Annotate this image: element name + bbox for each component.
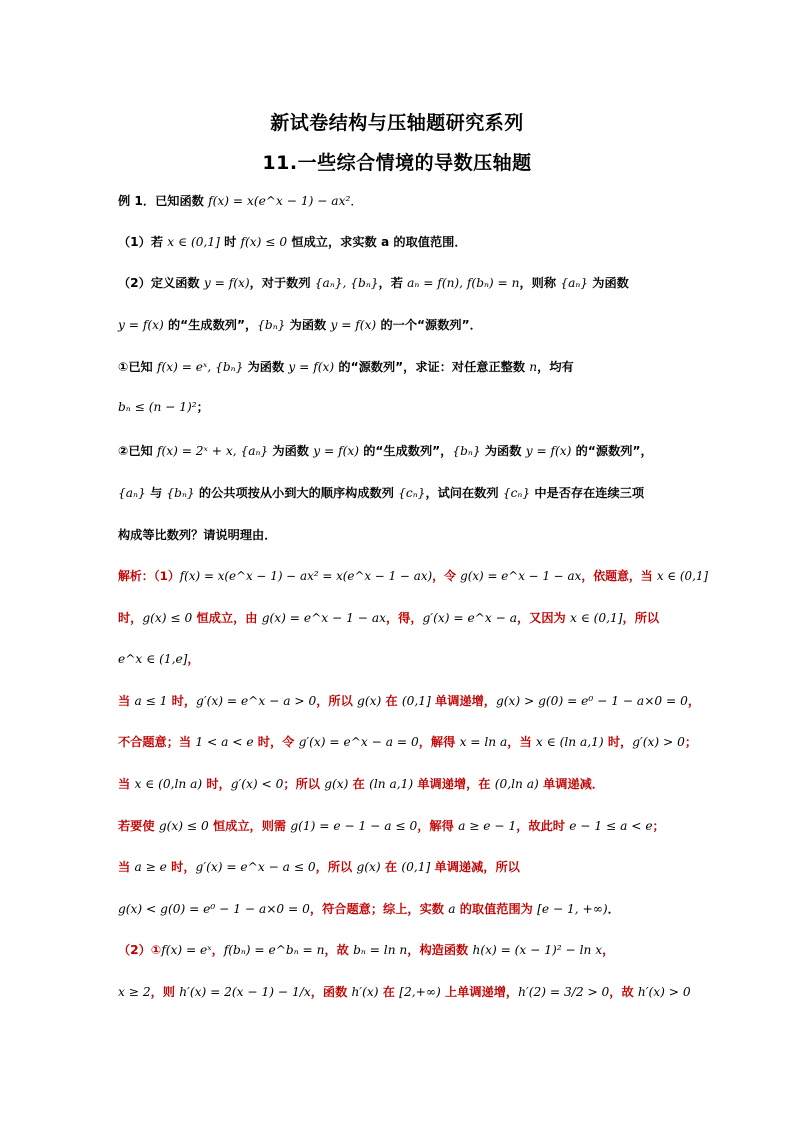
math: (ln a,1) — [369, 777, 414, 791]
series-title: 新试卷结构与压轴题研究系列 — [270, 112, 524, 134]
math: h′(x) > 0 — [637, 985, 691, 999]
problem-inequality — [118, 398, 698, 416]
text: ，对于数列 — [249, 276, 315, 290]
text: 为函数 — [285, 318, 331, 332]
text: 恒成立，由 — [192, 611, 262, 625]
math: x ∈ (0,1] — [167, 235, 220, 249]
math: {aₙ} — [560, 276, 589, 290]
math: {bₙ} — [166, 486, 195, 500]
text: ，所以 — [622, 611, 660, 625]
problem-subpart-2 — [118, 442, 698, 460]
solution-line-3 — [118, 650, 698, 668]
text: 不合题意；当 — [118, 735, 196, 749]
text: 为函数 — [243, 360, 289, 374]
text: ，故 — [324, 943, 354, 957]
text: ； — [196, 400, 209, 414]
text: 为函数 — [588, 276, 629, 290]
math: g′(x) = e^x − a ≤ 0 — [195, 860, 316, 874]
math: y = f(x) — [525, 444, 572, 458]
math: [e − 1, +∞) — [537, 902, 608, 916]
math: y = f(x) — [313, 444, 359, 458]
math: g′(x) < 0 — [230, 777, 284, 791]
text: ，得， — [385, 611, 423, 625]
text: 在 — [378, 985, 400, 999]
math: f(x) ≤ 0 — [240, 235, 288, 249]
solution-line-9 — [118, 900, 698, 918]
solution-line-2 — [118, 609, 698, 627]
math: n — [529, 360, 538, 374]
solution-line-11 — [118, 983, 698, 1001]
math: g(x) > g(0) = e⁰ − 1 − a×0 = 0 — [495, 694, 688, 708]
text: ，故 — [609, 985, 638, 999]
text: 时， — [167, 694, 197, 708]
text: ，依题意，当 — [581, 569, 657, 583]
math: g(x) — [357, 694, 382, 708]
math: h′(2) = 3/2 > 0 — [518, 985, 610, 999]
text: ； — [684, 735, 698, 749]
math: f(bₙ) = e^bₙ = n — [223, 943, 325, 957]
example-label: 例 1．已知函数 — [118, 194, 209, 208]
text: ，若 — [378, 276, 408, 290]
math: f(x) = eˣ, {bₙ} — [156, 360, 244, 374]
text: ； — [652, 819, 665, 833]
math: g′(x) = e^x − a > 0 — [196, 694, 317, 708]
solution-line-5 — [118, 733, 698, 751]
text: （2）定义函数 — [118, 276, 204, 290]
math: {cₙ} — [502, 486, 531, 500]
text: 单调递增，在 — [413, 777, 495, 791]
text: ，所以 — [315, 860, 357, 874]
text: 当 — [118, 777, 135, 791]
math: x ∈ (0,1] — [569, 611, 623, 625]
text: 为函数 — [268, 444, 314, 458]
text: 单调递增， — [430, 694, 496, 708]
math: h(x) = (x − 1)² − ln x — [472, 943, 603, 957]
text: 恒成立，求实数 a 的取值范围． — [287, 235, 467, 249]
text: ，所以 — [316, 694, 358, 708]
math: g(x) = e^x − 1 − ax — [460, 569, 582, 583]
text: ，又因为 — [516, 611, 570, 625]
text: 构成等比数列？请说明理由． — [118, 528, 277, 542]
text: 为函数 — [480, 444, 526, 458]
text: 时 — [219, 235, 241, 249]
text: ， — [187, 652, 200, 666]
text: 上单调递增， — [440, 985, 519, 999]
problem-subpart-2-cont — [118, 484, 698, 502]
math: y = f(x) — [118, 318, 164, 332]
topic-title: 11.一些综合情境的导数压轴题 — [262, 152, 532, 174]
text: 中是否存在连续三项 — [530, 486, 645, 500]
math: h′(x) = 2(x − 1) − 1/x — [179, 985, 311, 999]
text: ，则称 — [519, 276, 561, 290]
math: {bₙ} — [257, 318, 286, 332]
problem-definition — [118, 316, 698, 334]
problem-question — [118, 526, 698, 544]
math: (0,ln a) — [494, 777, 539, 791]
text: ②已知 — [118, 444, 157, 458]
text: 的“源数列”，求证：对任意正整数 — [334, 360, 530, 374]
solution-line-1 — [118, 567, 709, 585]
text: ． — [350, 194, 363, 208]
math: x ≥ 2 — [118, 985, 151, 999]
problem-statement — [118, 192, 698, 210]
math: g(1) = e − 1 − a ≤ 0 — [290, 819, 418, 833]
text: ． — [607, 902, 620, 916]
solution-label: 解析：（1） — [118, 569, 180, 583]
math: {cₙ} — [398, 486, 426, 500]
math: a ≤ 1 — [134, 694, 168, 708]
math: g(x) ≤ 0 — [142, 611, 193, 625]
math: bₙ = ln n — [353, 943, 408, 957]
solution-line-6 — [118, 775, 698, 793]
math: {bₙ} — [452, 444, 481, 458]
text: 当 — [118, 860, 135, 874]
text: 与 — [145, 486, 167, 500]
math: {aₙ} — [118, 486, 146, 500]
text: ，试问在数列 — [425, 486, 503, 500]
text: ，解得 — [417, 819, 459, 833]
text: 若要使 — [118, 819, 159, 833]
text: 的“生成数列”， — [358, 444, 453, 458]
math: x ∈ (ln a,1) — [535, 735, 604, 749]
problem-part-1 — [118, 233, 698, 251]
text: 时， — [118, 611, 143, 625]
math: a ≥ e − 1 — [458, 819, 517, 833]
solution-line-4 — [118, 692, 701, 710]
math: g(x) ≤ 0 — [158, 819, 209, 833]
math: f(x) = eˣ — [161, 943, 212, 957]
text: ，符合题意；综上，实数 — [309, 902, 449, 916]
text: 的公共项按从小到大的顺序构成数列 — [194, 486, 399, 500]
text: ， — [602, 943, 615, 957]
math: g′(x) > 0 — [632, 735, 685, 749]
math: g′(x) = e^x − a — [422, 611, 517, 625]
math: y = f(x) — [330, 318, 377, 332]
text: （2）① — [118, 943, 162, 957]
math: {aₙ}, {bₙ} — [314, 276, 379, 290]
text: 的“源数列”， — [571, 444, 653, 458]
text: 的一个“源数列”． — [376, 318, 482, 332]
math: g′(x) = e^x − a = 0 — [298, 735, 419, 749]
math: bₙ ≤ (n − 1)² — [118, 400, 197, 414]
problem-subpart-1 — [118, 358, 698, 376]
text: ，令 — [432, 569, 461, 583]
text: ，函数 — [310, 985, 352, 999]
text: 时， — [166, 860, 196, 874]
math: y = f(x) — [288, 360, 335, 374]
math: f(x) = 2ˣ + x, {aₙ} — [156, 444, 269, 458]
math: g(x) — [324, 777, 349, 791]
text: 恒成立，则需 — [208, 819, 291, 833]
math: x ∈ (0,1] — [656, 569, 709, 583]
math: f(x) = x(e^x − 1) − ax² = x(e^x − 1 − ax) — [179, 569, 433, 583]
math: g(x) = e^x − 1 − ax — [261, 611, 386, 625]
solution-line-8 — [118, 858, 698, 876]
math: x ∈ (0,ln a) — [134, 777, 203, 791]
text: ①已知 — [118, 360, 157, 374]
text: ，解得 — [418, 735, 460, 749]
text: （1）若 — [118, 235, 168, 249]
text: 单调递减． — [538, 777, 604, 791]
problem-part-2 — [118, 274, 698, 292]
text: 时， — [603, 735, 633, 749]
text: ，则 — [150, 985, 180, 999]
text: ，均有 — [537, 360, 574, 374]
text: ，故此时 — [516, 819, 570, 833]
text: 当 — [118, 694, 135, 708]
text: 的取值范围为 — [455, 902, 538, 916]
text: ， — [211, 943, 224, 957]
text: 在 — [380, 860, 402, 874]
solution-line-10 — [118, 941, 698, 959]
math: e^x ∈ (1,e] — [118, 652, 188, 666]
math: [2,+∞) — [399, 985, 441, 999]
text: 时，令 — [253, 735, 299, 749]
text: 时， — [202, 777, 231, 791]
math-function-def: f(x) = x(e^x − 1) − ax² — [208, 194, 351, 208]
math: 1 < a < e — [195, 735, 254, 749]
math: h′(x) — [351, 985, 379, 999]
math: g(x) — [356, 860, 381, 874]
text: ，当 — [507, 735, 536, 749]
text: ， — [687, 694, 701, 708]
math: a — [448, 902, 456, 916]
text: 单调递减，所以 — [430, 860, 520, 874]
text: 的“生成数列”， — [163, 318, 258, 332]
math: g(x) < g(0) = e⁰ − 1 − a×0 = 0 — [118, 902, 310, 916]
math: a ≥ e — [134, 860, 167, 874]
math: aₙ = f(n), f(bₙ) = n — [407, 276, 520, 290]
math: (0,1] — [401, 860, 431, 874]
text: 在 — [381, 694, 402, 708]
solution-line-7 — [118, 817, 698, 835]
math: (0,1] — [401, 694, 431, 708]
text: ，构造函数 — [407, 943, 473, 957]
text: 在 — [348, 777, 370, 791]
math: x = ln a — [459, 735, 508, 749]
text: ；所以 — [283, 777, 325, 791]
math: y = f(x) — [203, 276, 250, 290]
math: e − 1 ≤ a < e — [569, 819, 653, 833]
